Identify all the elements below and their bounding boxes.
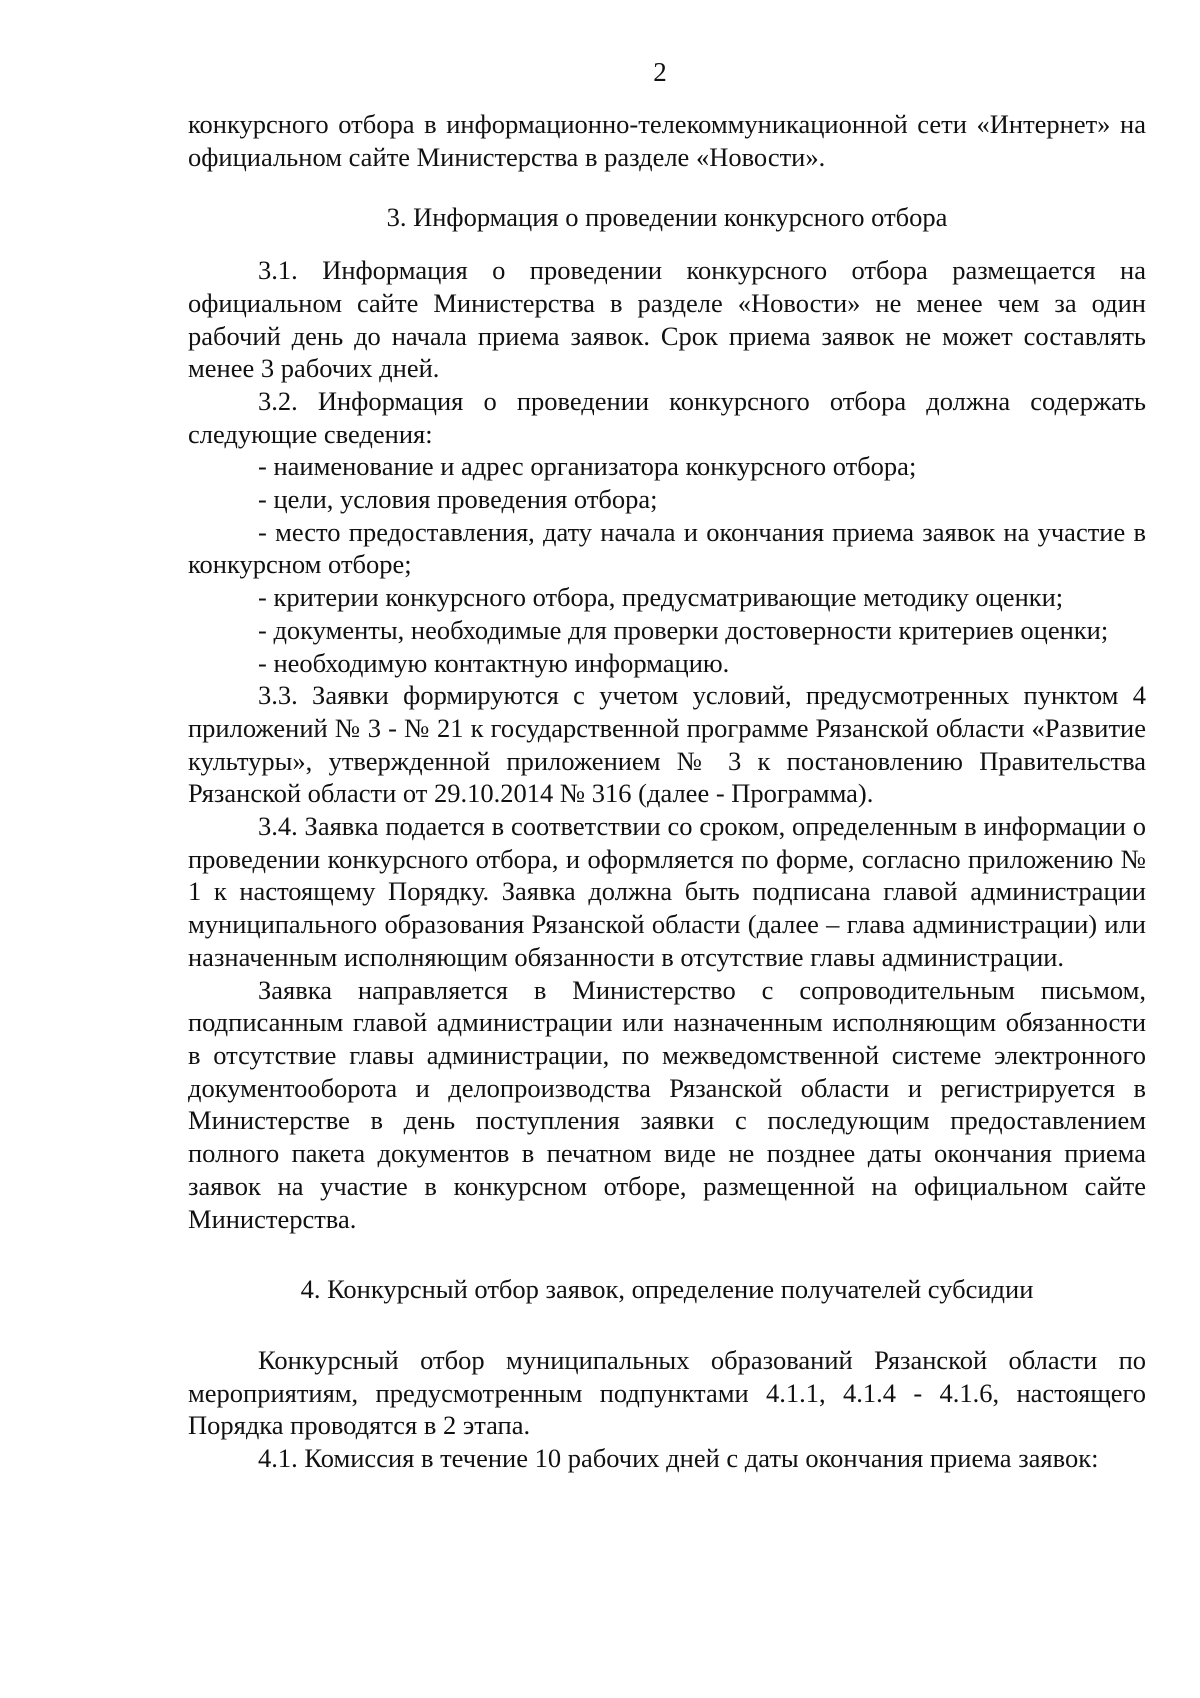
paragraph-3-4: 3.4. Заявка подается в соответствии со сроком, определенным в информации о проведении конкурсного отбора, и оформляется по форме, согласно приложению № 1 к настоящему Порядку. Заявка должна быть подписана главой администрации муниципального образования Рязанской области (далее – глава администрации) или назначенным исполняющим обязанности в отсутствие главы администрации. — [188, 811, 1146, 972]
paragraph-4-1: 4.1. Комиссия в течение 10 рабочих дней с даты окончания приема заявок: — [258, 1443, 1099, 1474]
list-item: - необходимую контактную информацию. — [258, 647, 730, 678]
paragraph-4-intro: Конкурсный отбор муниципальных образований Рязанской области по мероприятиям, предусмотренным подпунктами 4.1.1, 4.1.4 - 4.1.6, настоящего Порядка проводятся в 2 этапа. — [188, 1344, 1146, 1441]
paragraph-3-4-continued: Заявка направляется в Министерство с сопроводительным письмом, подписанным главой администрации или назначенным исполняющим обязанности в отсутствие главы администрации, по межведомственной системе электронного документооборота и делопроизводства Рязанской области и регистрируется в Министерстве в день поступления заявки с последующим предоставлением полного пакета документов в печатном виде не позднее даты окончания приема заявок на участие в конкурсном отборе, размещенной на официальном сайте Министерства. — [188, 974, 1146, 1234]
paragraph-3-1: 3.1. Информация о проведении конкурсного отбора размещается на официальном сайте Министерства в разделе «Новости» не менее чем за один рабочий день до начала приема заявок. Срок приема заявок не может составлять менее 3 рабочих дней. — [188, 255, 1146, 384]
list-item: - цели, условия проведения отбора; — [258, 484, 658, 515]
list-item: - критерии конкурсного отбора, предусматривающие методику оценки; — [258, 582, 1064, 613]
list-item: - место предоставления, дату начала и окончания приема заявок на участие в конкурсном отборе; — [188, 516, 1146, 580]
section-3-heading: 3. Информация о проведении конкурсного отбора — [386, 202, 948, 233]
section-4-heading: 4. Конкурсный отбор заявок, определение получателей субсидии — [300, 1274, 1034, 1305]
paragraph-3-3: 3.3. Заявки формируются с учетом условий, предусмотренных пунктом 4 приложений № 3 - № 21 к государственной программе Рязанской области «Развитие культуры», утвержденной приложением № 3 к постановлению Правительства Рязанской области от 29.10.2014 № 316 (далее - Программа). — [188, 680, 1146, 809]
paragraph-continuation: конкурсного отбора в информационно-телекоммуникационной сети «Интернет» на официальном сайте Министерства в разделе «Новости». — [188, 109, 1146, 172]
list-item: - документы, необходимые для проверки достоверности критериев оценки; — [258, 614, 1109, 645]
page-number: 2 — [653, 57, 667, 87]
list-item: - наименование и адрес организатора конкурсного отбора; — [258, 451, 917, 482]
document-body — [188, 108, 1146, 1475]
paragraph-3-2: 3.2. Информация о проведении конкурсного отбора должна содержать следующие сведения: — [188, 385, 1146, 449]
